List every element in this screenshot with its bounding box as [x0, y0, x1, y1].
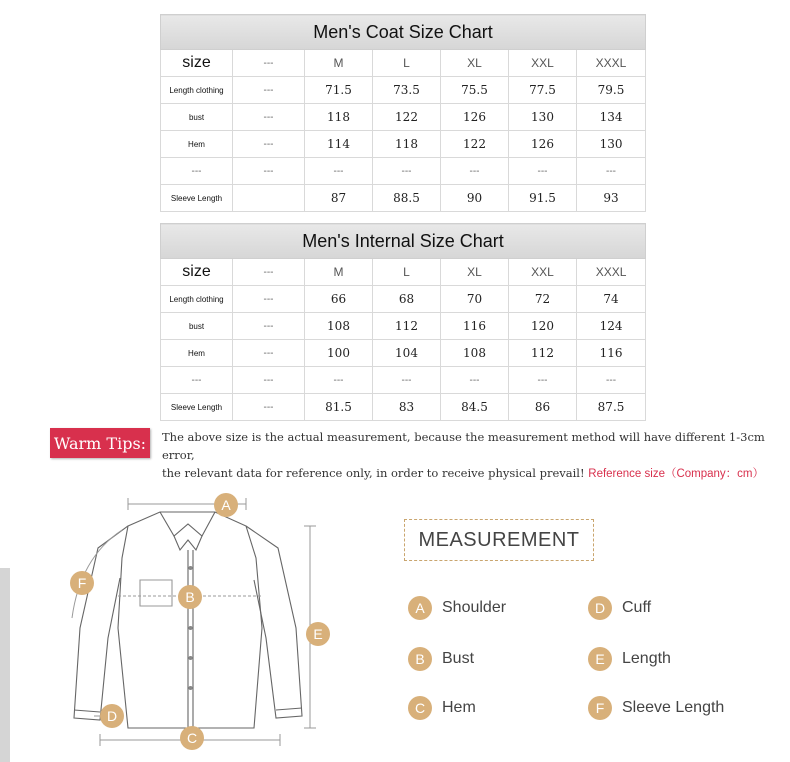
cell: 108 — [305, 313, 373, 340]
legend-bust — [408, 646, 474, 672]
row-label: Hem — [161, 340, 233, 367]
cell: --- — [305, 367, 373, 394]
cell: 74 — [577, 286, 646, 313]
header-label: size — [161, 50, 233, 77]
cell: 114 — [305, 131, 373, 158]
row-label: Length clothing — [161, 286, 233, 313]
table-row — [161, 286, 646, 313]
row-dash: --- — [233, 367, 305, 394]
cell: --- — [577, 367, 646, 394]
cell: 112 — [373, 313, 441, 340]
warm-tips-text — [162, 428, 772, 483]
size-l: L — [373, 259, 441, 286]
internal-header-row — [161, 259, 646, 286]
table-row — [161, 313, 646, 340]
internal-size-chart — [160, 223, 646, 421]
cell: 118 — [305, 104, 373, 131]
cell: 73.5 — [373, 77, 441, 104]
legend-letter-icon: C — [408, 696, 432, 720]
row-dash: --- — [233, 313, 305, 340]
marker-c-label: C — [186, 730, 198, 746]
cell: 126 — [509, 131, 577, 158]
header-dash: --- — [233, 50, 305, 77]
marker-f — [70, 571, 94, 595]
legend-shoulder — [408, 595, 506, 621]
legend-length — [588, 646, 671, 672]
row-dash: --- — [233, 394, 305, 421]
cell: 71.5 — [305, 77, 373, 104]
tips-line-1: The above size is the actual measurement, because the measurement method will have different 1-3cm error, — [162, 430, 765, 462]
cell: --- — [509, 367, 577, 394]
row-label: Sleeve Length — [161, 394, 233, 421]
cell: 130 — [509, 104, 577, 131]
cell: 134 — [577, 104, 646, 131]
marker-d — [100, 704, 124, 728]
cell: 116 — [577, 340, 646, 367]
cell: 112 — [509, 340, 577, 367]
cell: 104 — [373, 340, 441, 367]
cell: 108 — [441, 340, 509, 367]
cell: 120 — [509, 313, 577, 340]
cell: --- — [373, 367, 441, 394]
measurement-heading: MEASUREMENT — [404, 519, 594, 561]
cell: 88.5 — [373, 185, 441, 212]
cell: 118 — [373, 131, 441, 158]
internal-chart-title: Men's Internal Size Chart — [161, 224, 646, 259]
table-row — [161, 131, 646, 158]
cell: 130 — [577, 131, 646, 158]
legend-letter-icon: A — [408, 596, 432, 620]
size-l: L — [373, 50, 441, 77]
marker-d-label: D — [106, 708, 118, 724]
table-row — [161, 394, 646, 421]
marker-b — [178, 585, 202, 609]
size-m: M — [305, 50, 373, 77]
marker-a — [214, 493, 238, 517]
coat-chart-title: Men's Coat Size Chart — [161, 15, 646, 50]
shirt-buttons — [189, 566, 193, 690]
row-dash: --- — [233, 131, 305, 158]
size-xl: XL — [441, 259, 509, 286]
warm-tips-badge: Warm Tips: — [50, 428, 150, 458]
coat-size-chart — [160, 14, 646, 212]
row-dash: --- — [233, 286, 305, 313]
row-dash: --- — [233, 104, 305, 131]
marker-a-label: A — [221, 497, 231, 513]
cell: 68 — [373, 286, 441, 313]
size-xl: XL — [441, 50, 509, 77]
legend-label: Cuff — [622, 599, 652, 616]
cell: 66 — [305, 286, 373, 313]
row-dash: --- — [233, 158, 305, 185]
cell: 70 — [441, 286, 509, 313]
cell: 86 — [509, 394, 577, 421]
table-row — [161, 185, 646, 212]
legend-letter-icon: E — [588, 647, 612, 671]
row-dash: --- — [233, 77, 305, 104]
table-row — [161, 367, 646, 394]
shirt-outline — [74, 512, 302, 728]
cell: 75.5 — [441, 77, 509, 104]
size-xxl: XXL — [509, 259, 577, 286]
cell: --- — [509, 158, 577, 185]
shirt-measurement-diagram — [40, 488, 370, 758]
cell: 81.5 — [305, 394, 373, 421]
row-label: Sleeve Length — [161, 185, 233, 212]
cell: --- — [441, 367, 509, 394]
cell: --- — [441, 158, 509, 185]
cell: 124 — [577, 313, 646, 340]
cell: 91.5 — [509, 185, 577, 212]
legend-letter-icon: B — [408, 647, 432, 671]
cell: --- — [577, 158, 646, 185]
legend-letter-icon: F — [588, 696, 612, 720]
table-row — [161, 340, 646, 367]
table-row — [161, 104, 646, 131]
cell: 87 — [305, 185, 373, 212]
cell: 90 — [441, 185, 509, 212]
table-row — [161, 158, 646, 185]
legend-label: Sleeve Length — [622, 699, 725, 716]
cell: 116 — [441, 313, 509, 340]
row-label: bust — [161, 313, 233, 340]
cell: 93 — [577, 185, 646, 212]
tips-line-2 — [162, 464, 772, 483]
size-xxxl: XXXL — [577, 50, 646, 77]
tips-line-2-text: the relevant data for reference only, in order to receive physical prevail! — [162, 466, 585, 480]
cell: 126 — [441, 104, 509, 131]
cell: --- — [373, 158, 441, 185]
legend-hem — [408, 695, 476, 721]
cell: 83 — [373, 394, 441, 421]
legend-label: Hem — [442, 699, 476, 716]
row-dash: --- — [233, 340, 305, 367]
row-dash — [233, 185, 305, 212]
cell: 100 — [305, 340, 373, 367]
row-label: --- — [161, 158, 233, 185]
row-label: --- — [161, 367, 233, 394]
header-dash: --- — [233, 259, 305, 286]
row-label: Hem — [161, 131, 233, 158]
legend-label: Length — [622, 650, 671, 667]
cell: 122 — [441, 131, 509, 158]
left-edge-bar — [0, 568, 10, 762]
marker-e — [306, 622, 330, 646]
legend-cuff — [588, 595, 651, 621]
row-label: bust — [161, 104, 233, 131]
legend-label: Shoulder — [442, 599, 507, 616]
legend-label: Bust — [442, 650, 475, 667]
coat-header-row — [161, 50, 646, 77]
marker-c — [180, 726, 204, 750]
reference-size-note: Reference size（Company：cm） — [588, 468, 765, 480]
header-label: size — [161, 259, 233, 286]
cell: 84.5 — [441, 394, 509, 421]
marker-e-label: E — [313, 626, 323, 642]
cell: 87.5 — [577, 394, 646, 421]
row-label: Length clothing — [161, 77, 233, 104]
cell: 122 — [373, 104, 441, 131]
legend-sleeve-length — [588, 695, 724, 721]
legend-letter-icon: D — [588, 596, 612, 620]
marker-f-label: F — [77, 575, 87, 591]
cell: 77.5 — [509, 77, 577, 104]
cell: --- — [305, 158, 373, 185]
size-m: M — [305, 259, 373, 286]
size-xxxl: XXXL — [577, 259, 646, 286]
cell: 72 — [509, 286, 577, 313]
size-xxl: XXL — [509, 50, 577, 77]
cell: 79.5 — [577, 77, 646, 104]
marker-b-label: B — [185, 589, 195, 605]
table-row — [161, 77, 646, 104]
